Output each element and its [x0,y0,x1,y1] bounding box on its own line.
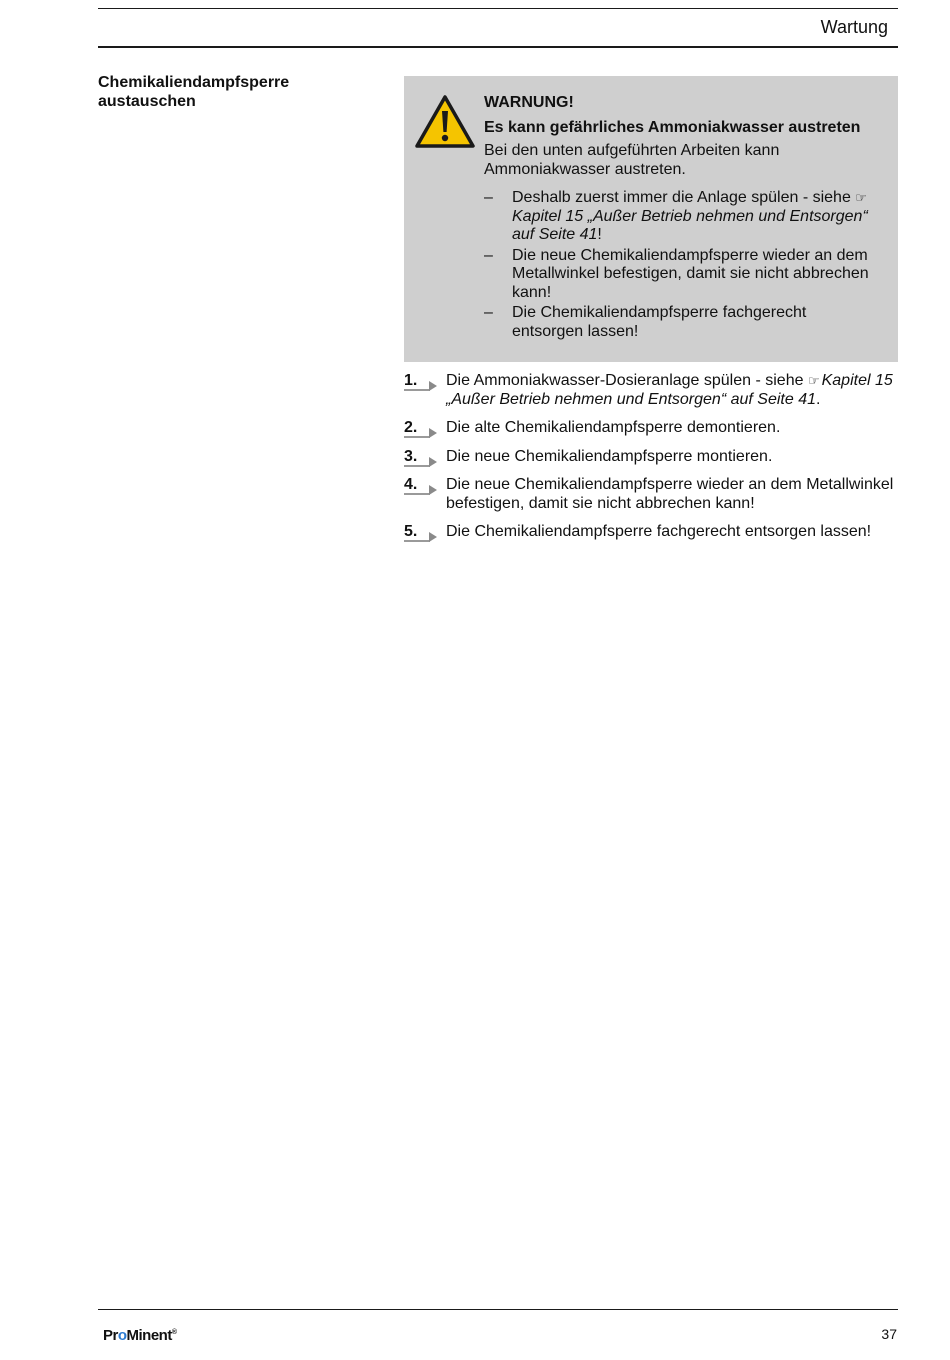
section-title: Chemikaliendampfsperre austauschen [98,74,290,110]
page-number: 37 [881,1326,897,1342]
dash-bullet: – [484,189,493,206]
step-number: 4. [404,476,418,493]
step-underline [404,389,430,391]
step-arrow-icon [429,381,437,391]
dash-bullet: – [484,246,493,264]
xref-link[interactable]: ☞Kapitel 15 „Außer Betrieb nehmen und Entsorgen“ auf Seite 41 [512,190,868,243]
step-item: 1. Die Ammoniakwasser-Dosieranlage spülen - siehe ☞ Kapitel 15 „Außer Betrieb nehmen und Entsorgen“ auf Seite 41. [404,372,893,408]
step-item: 4. Die neue Chemikaliendampfsperre wieder an dem Metallwinkel befestigen, damit sie nicht abbrechen kann! [404,476,894,512]
step-item: 3. Die neue Chemikaliendampfsperre montieren. [404,447,773,465]
step-underline [404,540,430,542]
step-list [404,372,898,552]
step-number: 3. [404,447,418,465]
top-rule [98,8,898,9]
step-number: 5. [404,523,418,540]
hand-pointer-icon: ☞ [807,373,820,388]
warning-list-item: – Die neue Chemikaliendampfsperre wieder an dem Metallwinkel befestigen, damit sie nicht abbrechen kann! [484,246,869,301]
warning-headline: Es kann gefährliches Ammoniakwasser austreten [484,118,861,136]
header-rule [98,46,898,48]
hand-pointer-icon: ☞ [855,190,867,205]
warning-list-item: – Deshalb zuerst immer die Anlage spülen - siehe ☞Kapitel 15 „Außer Betrieb nehmen und Entsorgen“ auf Seite 41! [484,189,868,243]
dash-bullet: – [484,304,493,321]
step-underline [404,493,430,495]
warning-list [484,189,874,341]
step-number: 2. [404,419,418,436]
warning-box [404,76,898,362]
step-item: 5. Die Chemikaliendampfsperre fachgerecht entsorgen lassen! [404,523,872,540]
warning-triangle-icon [414,94,476,150]
warning-text: Bei den unten aufgeführten Arbeiten kann Ammoniakwasser austreten. [484,142,780,178]
step-underline [404,465,430,467]
warning-list-item: – Die Chemikaliendampfsperre fachgerecht entsorgen lassen! [484,304,807,340]
step-underline [404,436,430,438]
header-title: Wartung [820,17,888,37]
step-arrow-icon [429,457,437,467]
step-arrow-icon [429,485,437,495]
step-arrow-icon [429,428,437,438]
step-item: 2. Die alte Chemikaliendampfsperre demontieren. [404,419,781,436]
prominent-logo: ProMinent® [103,1327,177,1344]
step-arrow-icon [429,532,437,542]
warning-content [484,94,874,343]
footer-rule [98,1309,898,1310]
warning-signal-word: WARNUNG! [484,94,574,111]
xref-link[interactable]: ☞ Kapitel 15 „Außer Betrieb nehmen und Entsorgen“ auf Seite 41 [446,372,893,408]
step-number: 1. [404,372,418,389]
